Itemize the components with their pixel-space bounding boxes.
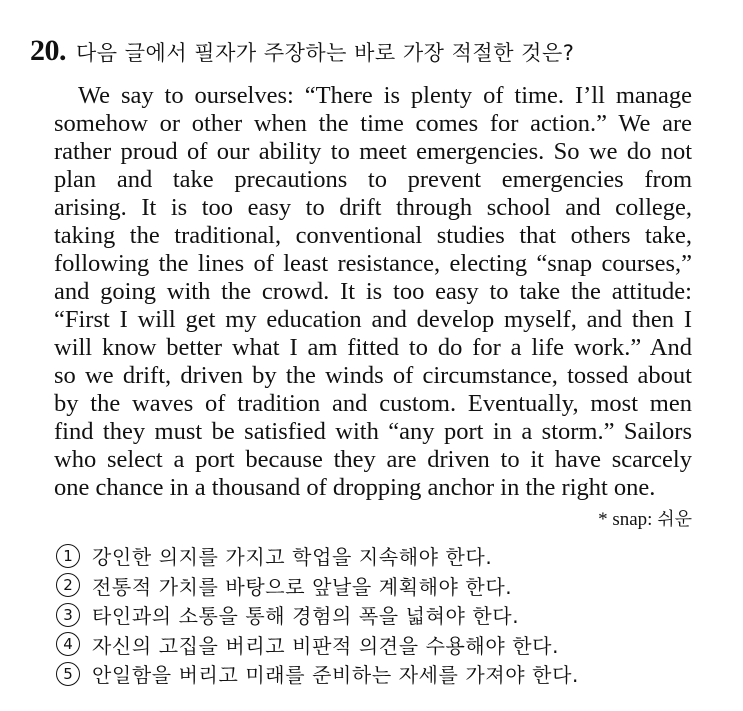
- option-number: 5: [56, 662, 80, 686]
- answer-option[interactable]: [56, 659, 579, 689]
- answer-option[interactable]: [56, 600, 579, 630]
- passage-line: one chance in a thousand of dropping anchor in the right one.: [54, 474, 656, 501]
- option-text: 안일함을 버리고 미래를 준비하는 자세를 가져야 한다.: [92, 663, 579, 688]
- passage-line: taking the traditional, conventional studies that others take,: [54, 222, 692, 249]
- vocabulary-footnote: [598, 505, 692, 531]
- passage-line: arising. It is too easy to drift through school and college,: [54, 194, 692, 221]
- passage-line: who select a port because they are driven to it have scarcely: [54, 446, 692, 473]
- passage-line: “First I will get my education and develop myself, and then I: [54, 306, 692, 333]
- passage-line: will know better what I am fitted to do for a life work.” And: [54, 334, 692, 361]
- question-header: [30, 34, 574, 68]
- answer-option[interactable]: [56, 571, 579, 601]
- answer-option[interactable]: [56, 630, 579, 660]
- question-prompt: 다음 글에서 필자가 주장하는 바로 가장 적절한 것은?: [76, 41, 575, 65]
- answer-options: [56, 541, 579, 689]
- passage-line: plan and take precautions to prevent emergencies from: [54, 166, 692, 193]
- footnote-meaning: 쉬운: [657, 509, 692, 530]
- passage-line: somehow or other when the time comes for action.” We are: [54, 110, 692, 137]
- option-number: 4: [56, 632, 80, 656]
- passage-line: following the lines of least resistance, electing “snap courses,”: [54, 250, 692, 277]
- passage-line: so we drift, driven by the winds of circumstance, tossed about: [54, 362, 692, 389]
- option-text: 자신의 고집을 버리고 비판적 의견을 수용해야 한다.: [92, 633, 560, 658]
- option-text: 강인한 의지를 가지고 학업을 지속해야 한다.: [92, 545, 493, 570]
- passage-line: find they must be satisfied with “any port in a storm.” Sailors: [54, 418, 692, 445]
- option-text: 전통적 가치를 바탕으로 앞날을 계획해야 한다.: [92, 574, 513, 599]
- passage-line: rather proud of our ability to meet emergencies. So we do not: [54, 138, 692, 165]
- option-text: 타인과의 소통을 통해 경험의 폭을 넓혀야 한다.: [92, 604, 520, 629]
- option-number: 2: [56, 573, 80, 597]
- question-number: 20.: [30, 34, 66, 67]
- option-number: 1: [56, 544, 80, 568]
- passage-line: by the waves of tradition and custom. Eventually, most men: [54, 390, 692, 417]
- option-number: 3: [56, 603, 80, 627]
- passage-line: and going with the crowd. It is too easy to take the attitude:: [54, 278, 692, 305]
- footnote-term: * snap:: [598, 509, 653, 530]
- answer-option[interactable]: [56, 541, 579, 571]
- reading-passage: [54, 82, 692, 502]
- passage-line: We say to ourselves: “There is plenty of time. I’ll manage: [78, 82, 692, 109]
